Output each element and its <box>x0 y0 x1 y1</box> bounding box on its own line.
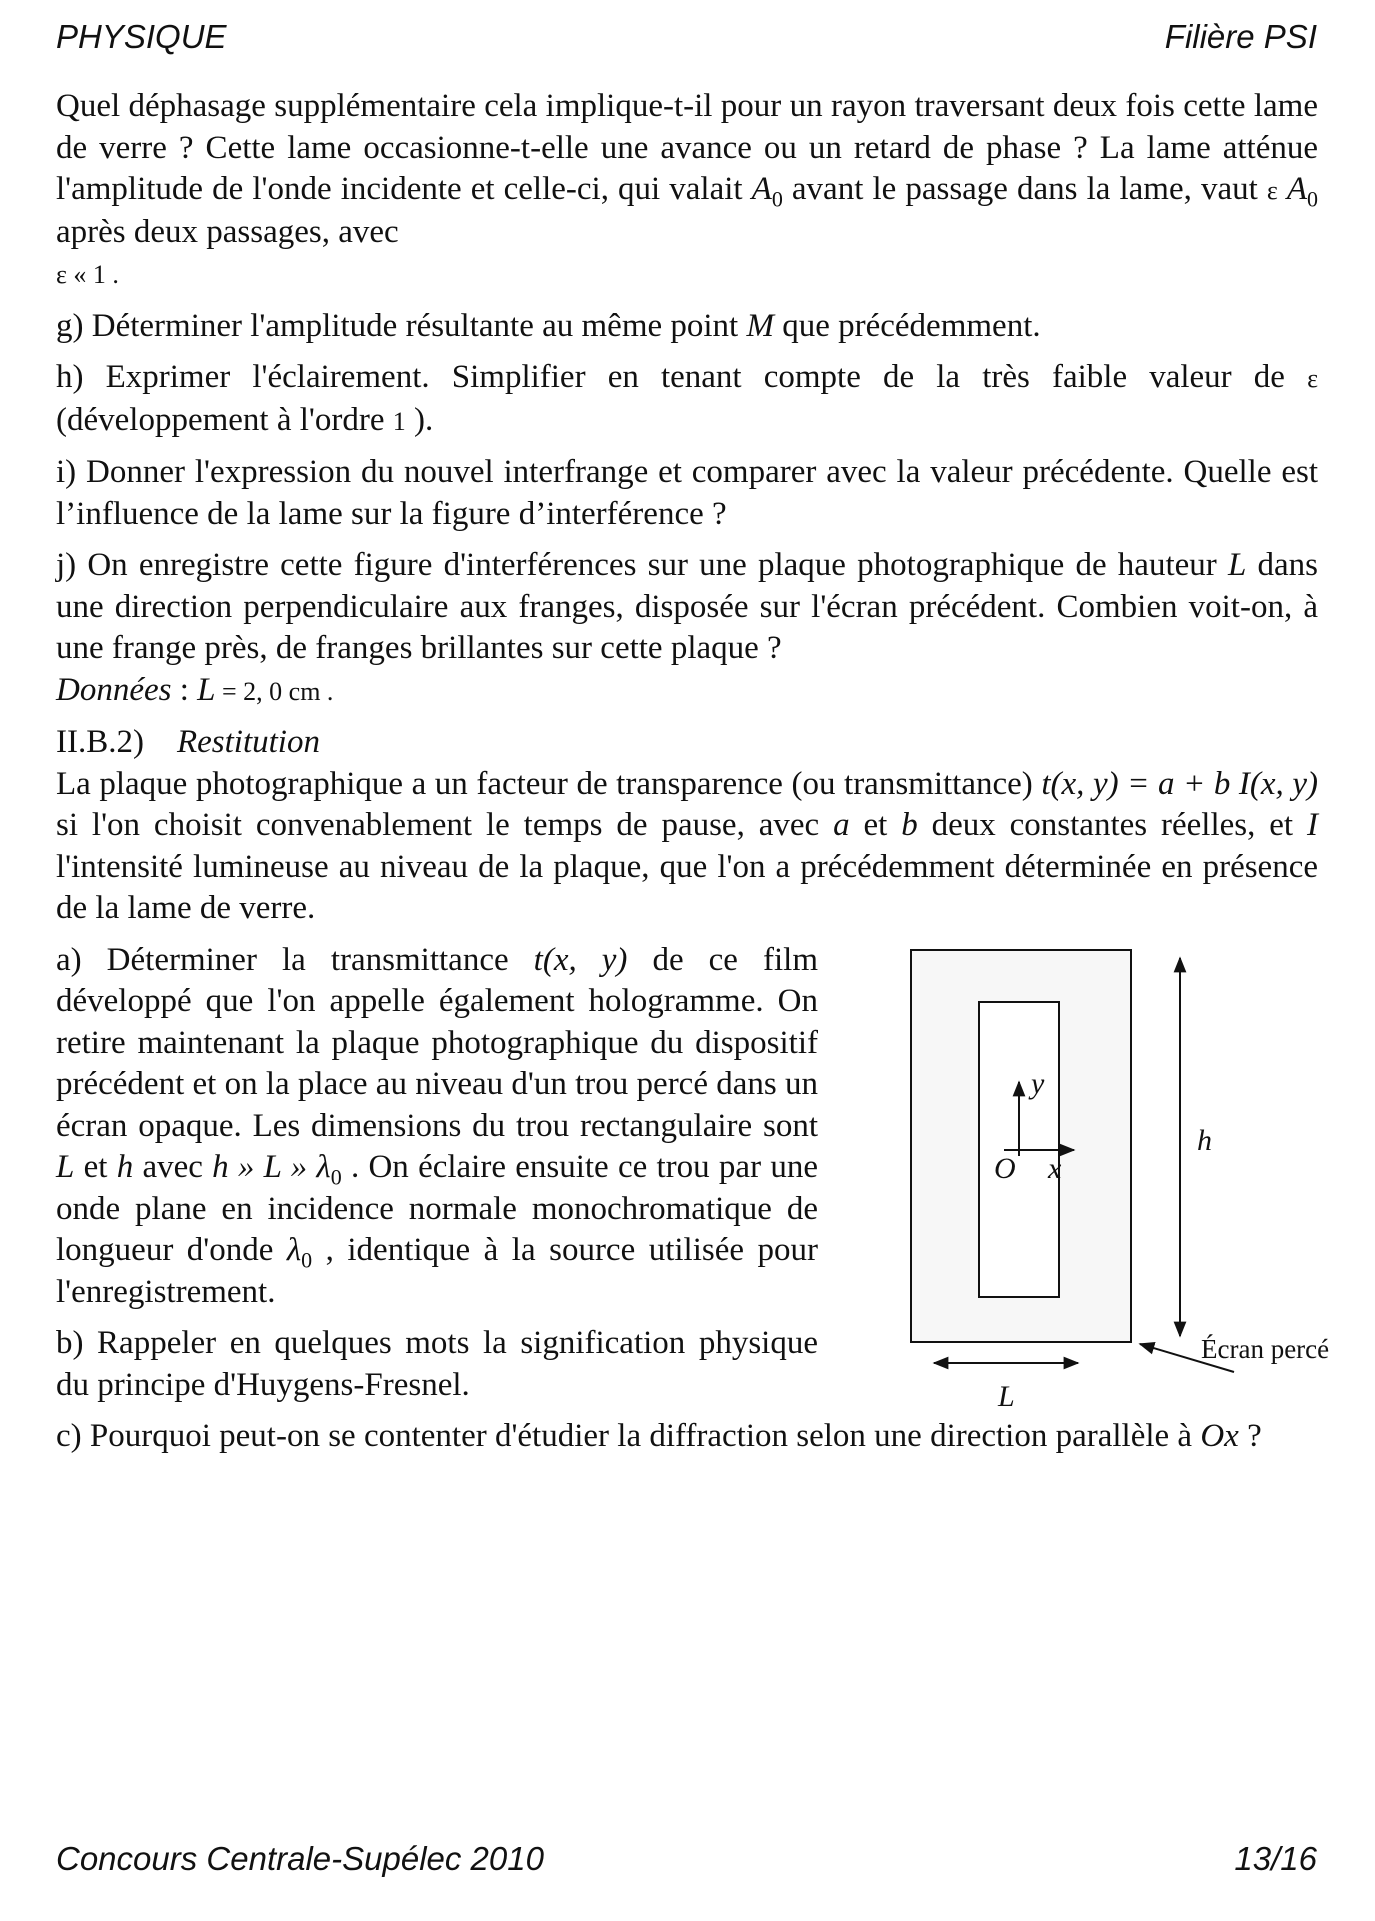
footer-contest: Concours Centrale-Supélec 2010 <box>56 1840 544 1877</box>
figure-svg <box>856 940 1375 1440</box>
footer-page-number: 13/16 <box>1234 1840 1317 1877</box>
question-a: a) Déterminer la transmittance t(x, y) de ce film développé que l'on appelle également hologramme. On retire maintenant la plaque photographique du dispositif précédent et on la place au niveau d'un trou percé dans un écran opaque. Les dimensions du trou rectangulaire sont L et h avec h » L » $\lambda_0$ . On éclaire ensuite ce trou par une onde plane en incidence normale monochromatique de longueur d'onde $\lambda_0$ , identique à la source utilisée pour l'enregistrement. <box>56 941 818 1310</box>
label-h: h <box>1197 1123 1212 1157</box>
header-subject: PHYSIQUE <box>56 18 227 55</box>
section-number: II.B.2) <box>56 724 144 760</box>
label-y: y <box>1031 1066 1045 1100</box>
figure-caption: Écran percé <box>1201 1333 1330 1364</box>
label-x: x <box>1048 1151 1062 1185</box>
question-h: h) Exprimer l'éclairement. Simplifier en tenant compte de la très faible valeur de ε (développement à l'ordre 1 ). <box>56 359 1318 438</box>
question-b: b) Rappeler en quelques mots la signification physique du principe d'Huygens-Fresnel. <box>56 1325 818 1403</box>
section-title: Restitution <box>176 724 320 760</box>
question-i: i) Donner l'expression du nouvel interfrange et comparer avec la valeur précédente. Quelle est l’influence de la lame sur la figure d’interférence ? <box>56 454 1318 532</box>
transmittance-formula: t(x, y) = a + b I(x, y) <box>1041 765 1319 802</box>
question-j: j) On enregistre cette figure d'interférences sur une plaque photographique de hauteur L dans une direction perpendiculaire aux franges, disposée sur l'écran précédent. Combien voit-on, à une frange près, de franges brillantes sur cette plaque ? <box>56 547 1318 666</box>
donnees-line: Données : L = 2, 0 cm . <box>56 671 334 708</box>
label-origin: O <box>994 1151 1016 1185</box>
paragraph-f: Quel déphasage supplémentaire cela implique-t-il pour un rayon traversant deux fois cette lame de verre ? Cette lame occasionne-t-elle une avance ou un retard de phase ? La lame atténue l'amplitude de l'onde incidente et celle-ci, qui valait $A_0$ avant le passage dans la lame, vaut ε $A_0$ après deux passages, avec ε « 1 . <box>56 88 1318 289</box>
question-g: g) Déterminer l'amplitude résultante au même point M que précédemment. <box>56 307 1041 344</box>
condition-eps: ε « 1 . <box>56 260 119 289</box>
restitution-paragraph: La plaque photographique a un facteur de transparence (ou transmittance) t(x, y) = a + b I(x, y) si l'on choisit convenablement le temps de pause, avec a et b deux constantes réelles, et I l'intensité lumineuse au niveau de la plaque, que l'on a précédemment déterminée en présence de la lame de verre. <box>56 765 1319 926</box>
page-body <box>56 86 1330 1458</box>
label-L: L <box>998 1379 1015 1413</box>
header-track: Filière PSI <box>1164 18 1317 55</box>
question-ab-text <box>56 940 818 1407</box>
section-heading <box>56 722 1318 764</box>
question-ab-block <box>56 940 1330 1413</box>
pierced-screen-figure <box>856 940 1375 1440</box>
question-c: c) Pourquoi peut-on se contenter d'étudier la diffraction selon une direction parallèle à Ox ? <box>56 1418 1262 1454</box>
